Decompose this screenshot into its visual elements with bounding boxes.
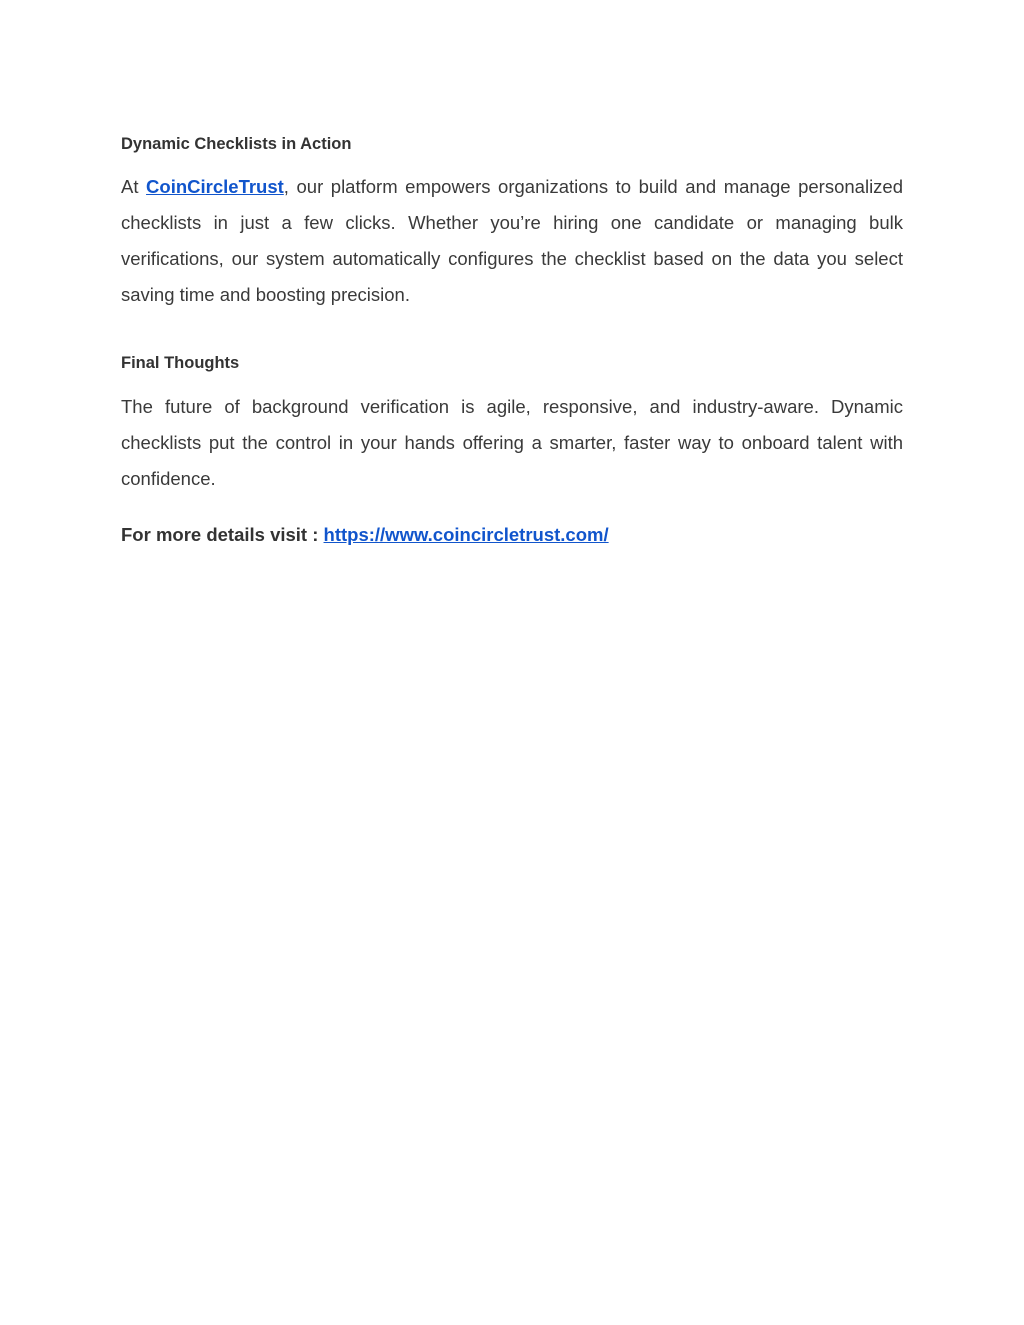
dynamic-checklists-paragraph — [121, 169, 903, 313]
section-heading-final-thoughts: Final Thoughts — [121, 354, 240, 372]
paragraph-body-text: , our platform empowers organizations to build and manage personalized checklists in just a few clicks. Whether you’re hiring one candidate or managing bulk verifications, our system automatically configures the checklist based on the data you select saving time and boosting precision. — [121, 176, 904, 305]
section-heading-dynamic-checklists: Dynamic Checklists in Action — [121, 135, 352, 153]
more-details-label: For more details visit : — [121, 524, 324, 545]
final-thoughts-paragraph: The future of background verification is agile, responsive, and industry-aware. Dynamic checklists put the control in your hands offering a smarter, faster way to onboard talent with confidence. — [121, 396, 903, 489]
website-link[interactable]: https://www.coincircletrust.com/ — [323, 524, 609, 545]
more-details-line — [121, 521, 609, 549]
coincircletrust-link[interactable]: CoinCircleTrust — [146, 176, 284, 197]
paragraph-intro-text: At — [121, 176, 147, 197]
